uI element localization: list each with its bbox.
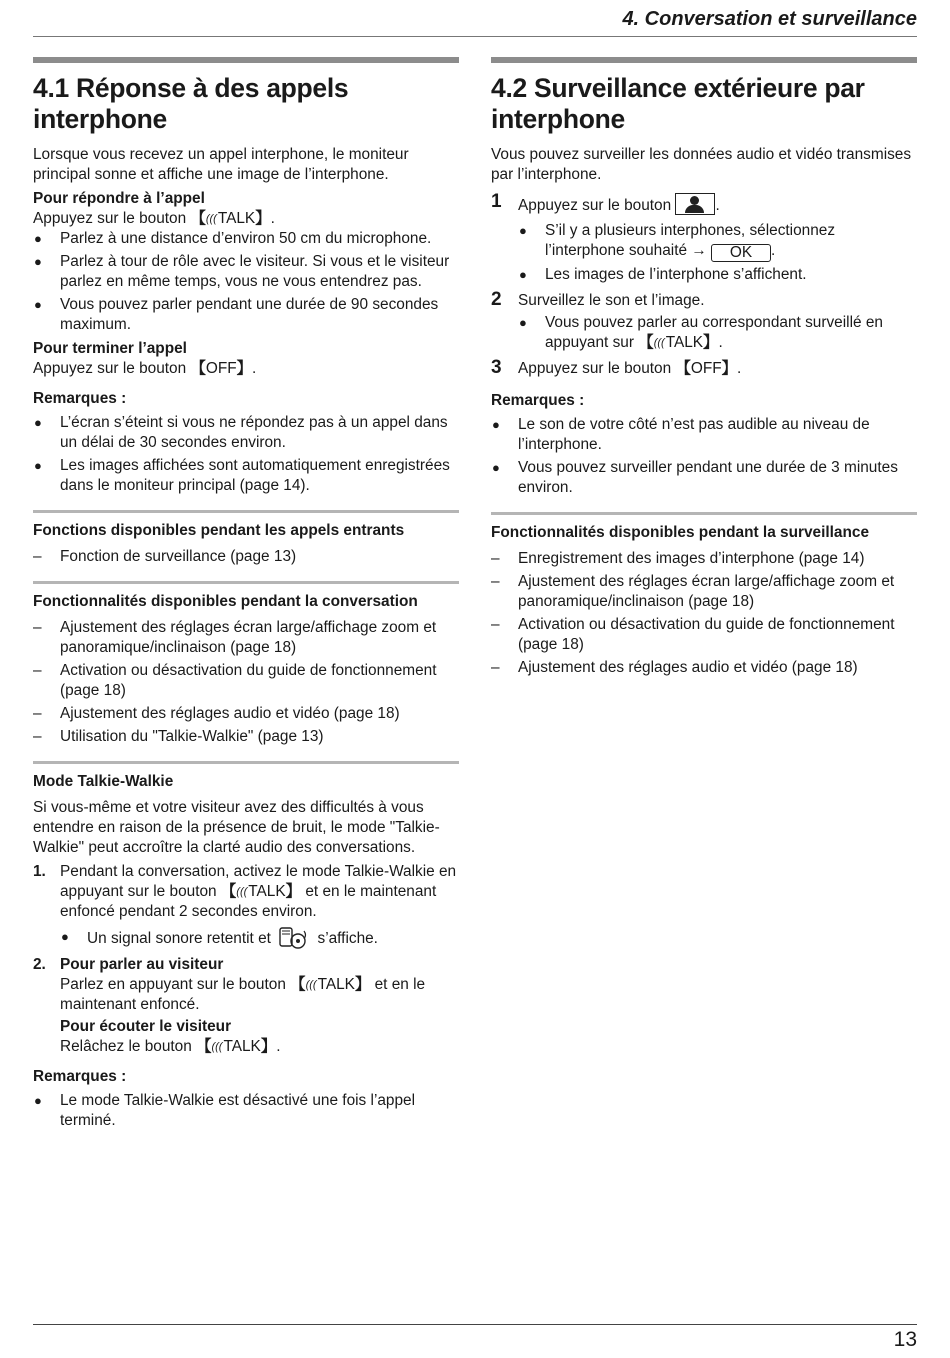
list-item: – Ajustement des réglages audio et vidéo (page 18) — [33, 704, 459, 724]
list-item: – Ajustement des réglages écran large/affichage zoom et panoramique/inclinaison (page 18) — [33, 618, 459, 658]
listen-instruction: Relâchez le bouton 【(((TALK】. — [60, 1038, 281, 1055]
list-item: ● Un signal sonore retentit et s’affiche. — [60, 927, 459, 949]
monitor-step-3: 3 Appuyez sur le bouton 【OFF】. — [491, 357, 742, 378]
list-item: – Utilisation du "Talkie-Walkie" (page 13) — [33, 727, 459, 747]
conversation-features-list — [33, 618, 459, 747]
talk-button-ref: 【(((TALK】 — [196, 1038, 277, 1055]
intro-text: Lorsque vous recevez un appel interphone, le moniteur principal sonne et affiche une image de l’interphone. — [33, 146, 409, 183]
list-item: ● Les images de l’interphone s’affichent. — [518, 265, 917, 285]
list-item: ● Vous pouvez surveiller pendant une durée de 3 minutes environ. — [491, 458, 917, 498]
list-item: ● Parlez à une distance d’environ 50 cm du microphone. — [33, 229, 459, 249]
list-item: ● Vous pouvez parler au correspondant surveillé en appuyant sur 【(((TALK】. — [518, 313, 917, 353]
remarks-label: Remarques : — [33, 1068, 127, 1085]
step-number: 1. — [33, 863, 46, 880]
page-number: 13 — [893, 1328, 917, 1351]
answer-instruction: Appuyez sur le bouton 【(((TALK】. — [33, 210, 275, 227]
talk-icon: ((( — [205, 213, 217, 225]
left-column — [33, 57, 459, 1134]
talkie-walkie-icon — [279, 927, 309, 949]
monitor-step-1: 1 Appuyez sur le bouton . ● S’il y a plusieurs interphones, sélectionnez l’interphone souhaité → OK . ● Les images de l’interphone s’affichent. — [491, 193, 917, 285]
list-item: – Ajustement des réglages écran large/affichage zoom et panoramique/inclinaison (page 18) — [491, 572, 917, 612]
tw-step-2 — [33, 955, 459, 1057]
monitor-button-icon — [675, 193, 715, 215]
remarks-label: Remarques : — [491, 392, 585, 409]
incoming-features-list — [33, 547, 459, 567]
listen-heading: Pour écouter le visiteur — [60, 1018, 232, 1035]
answer-text: Appuyez sur le bouton — [33, 210, 187, 227]
remarks-label: Remarques : — [33, 390, 127, 407]
ok-button-ref: OK — [711, 244, 771, 262]
end-instruction: Appuyez sur le bouton 【OFF】. — [33, 360, 257, 377]
list-item: – Enregistrement des images d’interphone (page 14) — [491, 549, 917, 569]
footer-divider — [33, 1324, 917, 1325]
talk-button-ref: 【(((TALK】 — [220, 883, 302, 900]
incoming-features-title: Fonctions disponibles pendant les appels entrants — [33, 510, 459, 541]
section-bar — [33, 57, 459, 63]
step-number: 2. — [33, 956, 46, 973]
off-button-ref: 【OFF】 — [675, 360, 738, 377]
remarks-list — [491, 415, 917, 498]
tw-step-1: 1. Pendant la conversation, activez le mode Talkie-Walkie en appuyant sur le bouton 【(((TALK】 et en le maintenant enfoncé pendant 2 secondes environ. ● Un signal sonore retentit et s’affiche. — [33, 862, 459, 949]
list-item: – Activation ou désactivation du guide de fonctionnement (page 18) — [33, 661, 459, 701]
step-number: 3 — [491, 357, 502, 378]
list-item: ● Le mode Talkie-Walkie est désactivé une fois l’appel terminé. — [33, 1091, 459, 1131]
talkie-walkie-title: Mode Talkie-Walkie — [33, 761, 459, 792]
list-item: ● Vous pouvez parler pendant une durée de 90 secondes maximum. — [33, 295, 459, 335]
end-heading: Pour terminer l’appel — [33, 340, 187, 357]
talk-button-ref: 【(((TALK】 — [190, 210, 271, 227]
chapter-header: 4. Conversation et surveillance — [33, 6, 917, 37]
talk-instruction: Parlez en appuyant sur le bouton 【(((TALK】 et en le maintenant enfoncé. — [60, 976, 426, 1013]
off-button-ref: 【OFF】 — [190, 360, 253, 377]
list-item: ● Le son de votre côté n’est pas audible au niveau de l’interphone. — [491, 415, 917, 455]
list-item: ● L’écran s’éteint si vous ne répondez pas à un appel dans un délai de 30 secondes environ. — [33, 413, 459, 453]
remarks-list — [33, 413, 459, 496]
section-title: 4.1 Réponse à des appels interphone — [33, 73, 349, 134]
right-column — [491, 57, 917, 681]
list-item: – Ajustement des réglages audio et vidéo (page 18) — [491, 658, 917, 678]
list-item: – Activation ou désactivation du guide de fonctionnement (page 18) — [491, 615, 917, 655]
monitoring-features-list — [491, 549, 917, 678]
talk-icon: ((( — [653, 337, 665, 349]
section-title: 4.2 Surveillance extérieure par interphone — [491, 73, 865, 134]
section-bar — [491, 57, 917, 63]
talk-icon: ((( — [236, 886, 248, 898]
step-number: 2 — [491, 289, 502, 310]
talk-button-ref: 【(((TALK】 — [638, 334, 719, 351]
talk-icon: ((( — [211, 1041, 223, 1053]
remarks-list — [33, 1091, 459, 1131]
talkie-walkie-intro: Si vous-même et votre visiteur avez des difficultés à vous entendre en raison de la présence de bruit, le mode "Talkie-Walkie" peut accroître la clarté audio des conversations. — [33, 799, 440, 856]
monitoring-features-title: Fonctionnalités disponibles pendant la surveillance — [491, 512, 917, 543]
list-item: ● Les images affichées sont automatiquement enregistrées dans le moniteur principal (page 14). — [33, 456, 459, 496]
intro-text: Vous pouvez surveiller les données audio et vidéo transmises par l’interphone. — [491, 146, 912, 183]
list-item: ● S’il y a plusieurs interphones, sélectionnez l’interphone souhaité → OK . — [518, 221, 917, 262]
talk-heading: Pour parler au visiteur — [60, 956, 224, 973]
list-item: – Fonction de surveillance (page 13) — [33, 547, 459, 567]
talk-icon: ((( — [305, 979, 317, 991]
monitor-step-2: 2 Surveillez le son et l’image. ● Vous pouvez parler au correspondant surveillé en appuyant sur 【(((TALK】. — [491, 291, 917, 353]
talk-button-ref: 【(((TALK】 — [290, 976, 371, 993]
step-number: 1 — [491, 191, 502, 212]
answer-heading: Pour répondre à l’appel — [33, 190, 205, 207]
list-item: ● Parlez à tour de rôle avec le visiteur. Si vous et le visiteur parlez en même temps, vous ne vous entendrez pas. — [33, 252, 459, 292]
conversation-features-title: Fonctionnalités disponibles pendant la conversation — [33, 581, 459, 612]
answer-bullets — [33, 229, 459, 335]
